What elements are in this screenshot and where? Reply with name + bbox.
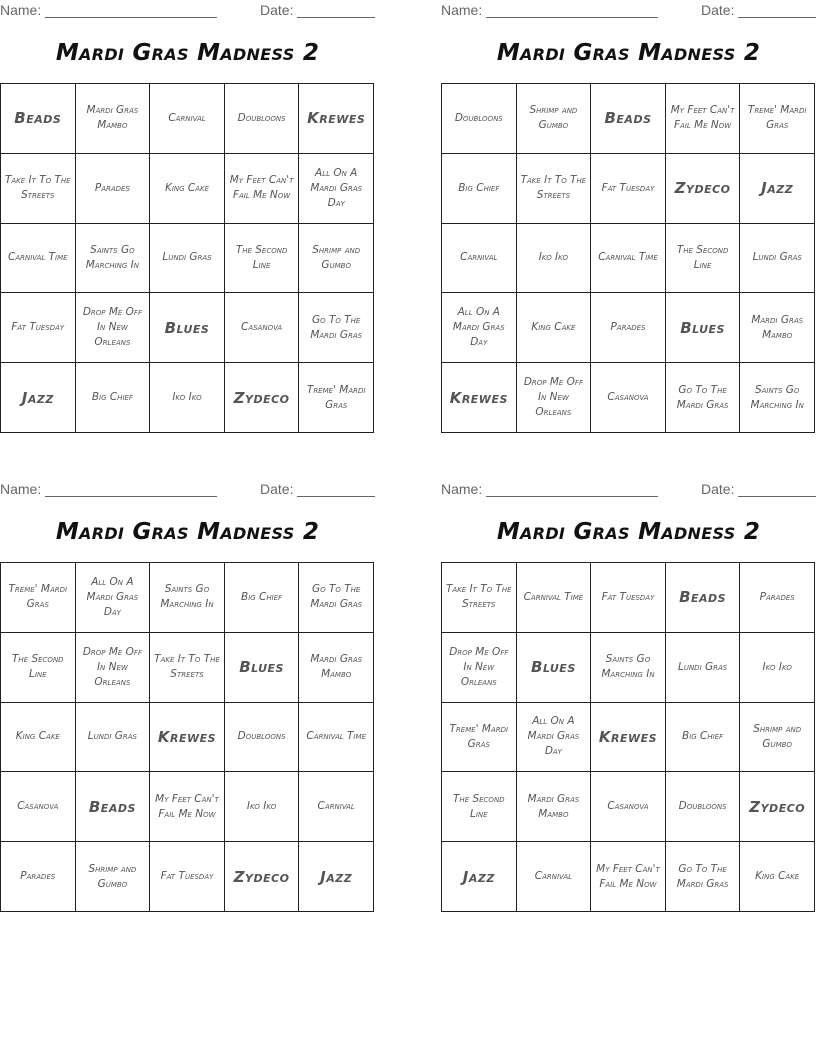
bingo-grid bbox=[441, 83, 815, 433]
bingo-cell-text: Zydeco bbox=[674, 179, 731, 198]
bingo-cell-text: Treme' Mardi Gras bbox=[306, 383, 366, 411]
bingo-cell bbox=[1, 703, 76, 773]
bingo-cell bbox=[225, 703, 300, 773]
bingo-cell-text: Go To The Mardi Gras bbox=[310, 583, 363, 611]
bingo-cell bbox=[666, 224, 741, 294]
bingo-cell bbox=[150, 293, 225, 363]
bingo-cell-text: Fat Tuesday bbox=[160, 870, 214, 883]
bingo-cell-text: Big Chief bbox=[91, 391, 133, 404]
date-label: Date: bbox=[701, 481, 735, 497]
bingo-cell-text: Blues bbox=[239, 658, 284, 677]
bingo-cell bbox=[225, 293, 300, 363]
bingo-cell-text: King Cake bbox=[755, 870, 800, 883]
bingo-cell bbox=[76, 84, 151, 154]
bingo-cell bbox=[442, 633, 517, 703]
bingo-cell-text: Mardi Gras Mambo bbox=[751, 313, 804, 341]
bingo-cell bbox=[150, 703, 225, 773]
card-title: Mardi Gras Madness 2 bbox=[55, 519, 320, 545]
bingo-cell-text: Shrimp and Gumbo bbox=[753, 722, 802, 750]
bingo-cell bbox=[591, 224, 666, 294]
bingo-cell-text: Doubloons bbox=[237, 111, 286, 124]
bingo-cell bbox=[740, 563, 815, 633]
bingo-card bbox=[441, 479, 816, 919]
bingo-cell-text: Jazz bbox=[21, 388, 54, 407]
bingo-cell-text: Drop Me Off In New Orleans bbox=[523, 376, 583, 419]
bingo-cell bbox=[517, 842, 592, 912]
bingo-cell bbox=[517, 563, 592, 633]
bingo-cell bbox=[76, 563, 151, 633]
bingo-cell bbox=[442, 293, 517, 363]
bingo-cell bbox=[591, 363, 666, 433]
bingo-cell-text: My Feet Can't Fail Me Now bbox=[670, 104, 735, 132]
bingo-cell bbox=[442, 703, 517, 773]
bingo-cell bbox=[299, 363, 374, 433]
name-date-line bbox=[441, 481, 816, 499]
bingo-cell bbox=[225, 154, 300, 224]
bingo-cell-text: Krewes bbox=[307, 109, 366, 128]
bingo-cell-text: Saints Go Marching In bbox=[601, 653, 655, 681]
bingo-cell bbox=[76, 363, 151, 433]
bingo-cell-text: Parades bbox=[20, 870, 56, 883]
bingo-cell bbox=[1, 563, 76, 633]
bingo-cell bbox=[442, 563, 517, 633]
bingo-card bbox=[0, 0, 375, 440]
bingo-cell-text: Big Chief bbox=[458, 181, 500, 194]
bingo-cell bbox=[76, 154, 151, 224]
bingo-cell bbox=[1, 293, 76, 363]
bingo-cell-text: Treme' Mardi Gras bbox=[8, 583, 68, 611]
bingo-cell bbox=[150, 772, 225, 842]
bingo-cell-text: Jazz bbox=[320, 867, 353, 886]
bingo-cell-text: Drop Me Off In New Orleans bbox=[82, 645, 142, 688]
bingo-cell-text: Fat Tuesday bbox=[601, 181, 655, 194]
bingo-cell-text: Iko Iko bbox=[762, 660, 792, 673]
bingo-cell-text: Krewes bbox=[598, 727, 658, 746]
bingo-cell-text: Take It To The Streets bbox=[520, 174, 587, 202]
bingo-cell-text: King Cake bbox=[15, 730, 60, 743]
date-blank bbox=[297, 17, 375, 18]
bingo-card bbox=[441, 0, 816, 440]
bingo-cell bbox=[740, 842, 815, 912]
bingo-cell-text: The Second Line bbox=[453, 792, 505, 820]
bingo-cell bbox=[591, 84, 666, 154]
bingo-cell-text: Saints Go Marching In bbox=[750, 383, 804, 411]
name-date-line bbox=[441, 2, 816, 20]
bingo-cell-text: Saints Go Marching In bbox=[160, 583, 214, 611]
bingo-cell-text: Zydeco bbox=[749, 797, 806, 816]
bingo-cell-text: Jazz bbox=[462, 867, 495, 886]
bingo-cell-text: Mardi Gras Mambo bbox=[86, 104, 139, 132]
bingo-cell-text: Shrimp and Gumbo bbox=[312, 243, 361, 271]
bingo-cell bbox=[225, 224, 300, 294]
bingo-cell-text: Carnival Time bbox=[8, 251, 68, 264]
bingo-cell bbox=[666, 84, 741, 154]
bingo-cell bbox=[517, 633, 592, 703]
bingo-cell-text: Iko Iko bbox=[246, 800, 277, 813]
bingo-cell bbox=[299, 224, 374, 294]
bingo-cell bbox=[740, 703, 815, 773]
bingo-cell bbox=[299, 154, 374, 224]
bingo-cell-text: Parades bbox=[610, 321, 646, 334]
bingo-cell bbox=[299, 842, 374, 912]
bingo-cell bbox=[76, 772, 151, 842]
bingo-cell bbox=[150, 363, 225, 433]
bingo-cell-text: Carnival bbox=[534, 870, 573, 883]
card-title: Mardi Gras Madness 2 bbox=[496, 519, 761, 545]
bingo-cell bbox=[517, 224, 592, 294]
bingo-cell bbox=[299, 772, 374, 842]
bingo-cell-text: Mardi Gras Mambo bbox=[310, 653, 363, 681]
bingo-cell bbox=[150, 842, 225, 912]
bingo-cell-text: Go To The Mardi Gras bbox=[676, 383, 729, 411]
bingo-cell-text: All On A Mardi Gras Day bbox=[527, 715, 580, 758]
bingo-cell-text: Drop Me Off In New Orleans bbox=[82, 306, 142, 349]
bingo-cell bbox=[225, 772, 300, 842]
bingo-cell-text: Take It To The Streets bbox=[445, 583, 512, 611]
bingo-cell-text: Treme' Mardi Gras bbox=[747, 104, 807, 132]
name-date-line bbox=[0, 2, 375, 20]
bingo-cell bbox=[740, 84, 815, 154]
bingo-cell-text: Casanova bbox=[17, 800, 59, 813]
bingo-grid bbox=[441, 562, 815, 912]
bingo-cell bbox=[150, 563, 225, 633]
bingo-cell-text: All On A Mardi Gras Day bbox=[452, 306, 505, 349]
bingo-cell bbox=[1, 363, 76, 433]
card-title: Mardi Gras Madness 2 bbox=[496, 40, 761, 66]
bingo-cell-text: Carnival bbox=[460, 251, 498, 264]
bingo-cell-text: Parades bbox=[94, 181, 130, 194]
bingo-cell-text: Treme' Mardi Gras bbox=[449, 722, 509, 750]
bingo-cell bbox=[1, 633, 76, 703]
bingo-cell-text: Iko Iko bbox=[172, 391, 202, 404]
bingo-cell-text: Doubloons bbox=[454, 111, 503, 124]
bingo-cell-text: Lundi Gras bbox=[162, 251, 212, 264]
bingo-cell bbox=[517, 363, 592, 433]
bingo-cell bbox=[517, 703, 592, 773]
bingo-cell bbox=[591, 154, 666, 224]
bingo-cell-text: The Second Line bbox=[676, 243, 729, 271]
bingo-cell bbox=[1, 772, 76, 842]
bingo-cell-text: Doubloons bbox=[678, 800, 727, 813]
bingo-cell-text: Mardi Gras Mambo bbox=[527, 792, 580, 820]
bingo-cell-text: Take It To The Streets bbox=[154, 653, 220, 681]
bingo-cell-text: Lundi Gras bbox=[87, 730, 137, 743]
bingo-cell-text: Casanova bbox=[607, 391, 649, 404]
bingo-cell-text: Jazz bbox=[761, 179, 794, 198]
bingo-cell bbox=[225, 633, 300, 703]
bingo-cell bbox=[740, 224, 815, 294]
bingo-cell-text: Carnival bbox=[168, 111, 206, 124]
bingo-cell-text: Go To The Mardi Gras bbox=[676, 862, 729, 890]
bingo-cell bbox=[666, 842, 741, 912]
bingo-cell-text: Casanova bbox=[607, 800, 649, 813]
bingo-cell-text: Shrimp and Gumbo bbox=[88, 862, 137, 890]
bingo-cell bbox=[225, 363, 300, 433]
name-blank bbox=[45, 496, 217, 497]
bingo-cell bbox=[225, 84, 300, 154]
bingo-cell bbox=[76, 703, 151, 773]
bingo-cell bbox=[666, 703, 741, 773]
bingo-cell-text: Parades bbox=[759, 590, 795, 603]
bingo-cell-text: Beads bbox=[679, 588, 727, 607]
bingo-cell-text: Iko Iko bbox=[538, 251, 569, 264]
bingo-cell-text: Take It To The Streets bbox=[4, 174, 71, 202]
bingo-cell-text: Krewes bbox=[157, 727, 217, 746]
bingo-cell bbox=[442, 84, 517, 154]
bingo-cell-text: Casanova bbox=[240, 321, 283, 334]
bingo-cell bbox=[740, 293, 815, 363]
bingo-cell-text: Lundi Gras bbox=[752, 251, 802, 264]
bingo-cell bbox=[666, 772, 741, 842]
bingo-cell bbox=[442, 363, 517, 433]
bingo-cell bbox=[517, 772, 592, 842]
bingo-cell bbox=[1, 154, 76, 224]
bingo-cell bbox=[666, 633, 741, 703]
bingo-cell bbox=[591, 633, 666, 703]
bingo-cell-text: Blues bbox=[164, 318, 210, 337]
bingo-cell-text: Blues bbox=[531, 658, 576, 677]
bingo-cell bbox=[150, 84, 225, 154]
bingo-cell bbox=[517, 154, 592, 224]
bingo-cell-text: Carnival Time bbox=[306, 730, 366, 743]
bingo-cell bbox=[442, 154, 517, 224]
bingo-cell-text: Shrimp and Gumbo bbox=[529, 104, 578, 132]
bingo-cell-text: Fat Tuesday bbox=[601, 590, 655, 603]
bingo-cell-text: My Feet Can't Fail Me Now bbox=[229, 174, 294, 202]
bingo-cell-text: Carnival Time bbox=[598, 251, 658, 264]
bingo-cell bbox=[1, 842, 76, 912]
bingo-cell-text: King Cake bbox=[531, 321, 576, 334]
bingo-cell bbox=[1, 84, 76, 154]
bingo-cell bbox=[150, 224, 225, 294]
bingo-cell-text: The Second Line bbox=[235, 243, 288, 271]
bingo-cell-text: King Cake bbox=[164, 181, 210, 194]
name-label: Name: bbox=[0, 481, 42, 497]
bingo-cell-text: Carnival bbox=[317, 800, 355, 813]
bingo-cell bbox=[442, 842, 517, 912]
bingo-cell-text: My Feet Can't Fail Me Now bbox=[596, 862, 660, 890]
bingo-cell bbox=[740, 154, 815, 224]
bingo-cell-text: Go To The Mardi Gras bbox=[310, 313, 363, 341]
bingo-cell bbox=[666, 154, 741, 224]
bingo-grid bbox=[0, 83, 374, 433]
bingo-cell bbox=[591, 563, 666, 633]
bingo-cell bbox=[76, 633, 151, 703]
bingo-cell bbox=[299, 633, 374, 703]
bingo-cell-text: Saints Go Marching In bbox=[85, 243, 140, 271]
bingo-cell-text: Fat Tuesday bbox=[11, 321, 65, 334]
bingo-cell-text: Zydeco bbox=[233, 388, 290, 407]
bingo-cell bbox=[299, 563, 374, 633]
bingo-cell-text: Drop Me Off In New Orleans bbox=[449, 645, 509, 688]
bingo-cell bbox=[299, 84, 374, 154]
bingo-cell bbox=[442, 224, 517, 294]
date-blank bbox=[738, 17, 816, 18]
bingo-grid bbox=[0, 562, 374, 912]
bingo-cell bbox=[591, 772, 666, 842]
name-blank bbox=[486, 17, 658, 18]
bingo-cell-text: All On A Mardi Gras Day bbox=[86, 575, 139, 618]
bingo-cell-text: Doubloons bbox=[237, 730, 286, 743]
bingo-cell-text: Krewes bbox=[449, 388, 508, 407]
name-label: Name: bbox=[441, 481, 483, 497]
bingo-cell-text: All On A Mardi Gras Day bbox=[310, 166, 363, 209]
date-blank bbox=[738, 496, 816, 497]
date-blank bbox=[297, 496, 375, 497]
bingo-cell bbox=[299, 703, 374, 773]
bingo-cell bbox=[517, 293, 592, 363]
bingo-cell bbox=[666, 293, 741, 363]
bingo-cell bbox=[591, 293, 666, 363]
date-label: Date: bbox=[260, 481, 294, 497]
name-label: Name: bbox=[0, 2, 42, 18]
bingo-cell bbox=[666, 363, 741, 433]
name-blank bbox=[45, 17, 217, 18]
bingo-cell-text: My Feet Can't Fail Me Now bbox=[155, 792, 219, 820]
name-date-line bbox=[0, 481, 375, 499]
name-label: Name: bbox=[441, 2, 483, 18]
bingo-cell bbox=[150, 154, 225, 224]
bingo-cell bbox=[666, 563, 741, 633]
bingo-cell-text: Lundi Gras bbox=[677, 660, 728, 673]
bingo-cell-text: Carnival Time bbox=[523, 590, 584, 603]
bingo-cell-text: Big Chief bbox=[241, 590, 283, 603]
bingo-cell bbox=[740, 772, 815, 842]
bingo-cell bbox=[1, 224, 76, 294]
bingo-cell bbox=[442, 772, 517, 842]
bingo-cell bbox=[225, 842, 300, 912]
name-blank bbox=[486, 496, 658, 497]
bingo-cell bbox=[225, 563, 300, 633]
bingo-cell bbox=[299, 293, 374, 363]
date-label: Date: bbox=[260, 2, 294, 18]
bingo-cell bbox=[740, 633, 815, 703]
bingo-cell bbox=[150, 633, 225, 703]
date-label: Date: bbox=[701, 2, 735, 18]
bingo-cell-text: The Second Line bbox=[12, 653, 64, 681]
bingo-cell bbox=[76, 842, 151, 912]
bingo-cell bbox=[591, 703, 666, 773]
bingo-cell-text: Beads bbox=[604, 109, 652, 128]
card-title: Mardi Gras Madness 2 bbox=[55, 40, 320, 66]
bingo-cell bbox=[517, 84, 592, 154]
bingo-cell bbox=[740, 363, 815, 433]
bingo-cell bbox=[591, 842, 666, 912]
bingo-cell-text: Big Chief bbox=[682, 730, 724, 743]
bingo-cell-text: Beads bbox=[14, 109, 62, 128]
bingo-cell-text: Beads bbox=[88, 797, 136, 816]
bingo-cell bbox=[76, 293, 151, 363]
bingo-cell bbox=[76, 224, 151, 294]
bingo-card bbox=[0, 479, 375, 919]
bingo-cell-text: Zydeco bbox=[233, 867, 290, 886]
bingo-cell-text: Blues bbox=[680, 318, 725, 337]
